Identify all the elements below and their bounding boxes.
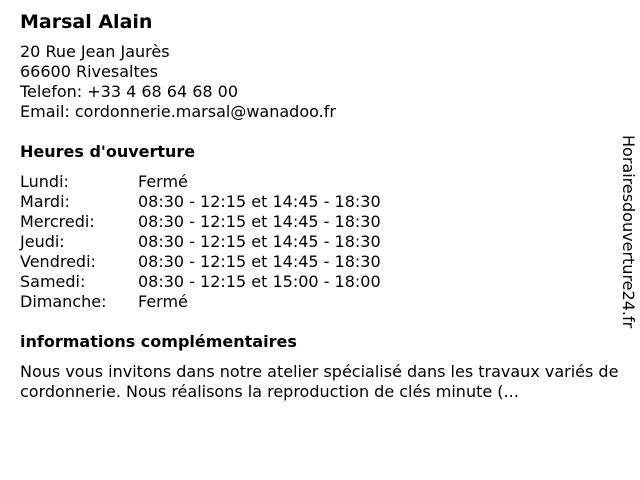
time-value: 08:30 - 12:15 et 14:45 - 18:30 — [138, 232, 381, 251]
hours-row-sunday — [20, 292, 616, 312]
contact-block — [20, 42, 616, 122]
address-street: 20 Rue Jean Jaurès — [20, 42, 170, 61]
hours-row-friday — [20, 252, 616, 272]
time-value: 08:30 - 12:15 et 14:45 - 18:30 — [138, 252, 381, 271]
phone-number: Telefon: +33 4 68 64 68 00 — [20, 82, 239, 101]
info-text: Nous vous invitons dans notre atelier spécialisé dans les travaux variés de cordonnerie. Nous réalisons la reproduction de clés minute (... — [20, 362, 619, 401]
info-title: informations complémentaires — [20, 332, 297, 351]
day-label: Vendredi: — [20, 252, 96, 271]
business-card — [20, 8, 619, 402]
hours-row-thursday — [20, 232, 616, 252]
time-value: Fermé — [138, 172, 188, 191]
day-label: Mardi: — [20, 192, 70, 211]
day-label: Lundi: — [20, 172, 69, 191]
hours-row-saturday — [20, 272, 616, 292]
hours-row-tuesday — [20, 192, 616, 212]
hours-row-wednesday — [20, 212, 616, 232]
day-label: Jeudi: — [20, 232, 65, 251]
business-name: Marsal Alain — [20, 11, 153, 33]
email-address: Email: cordonnerie.marsal@wanadoo.fr — [20, 102, 336, 121]
site-watermark: Horairesdouverture24.fr — [619, 135, 638, 329]
day-label: Mercredi: — [20, 212, 95, 231]
address-city: 66600 Rivesaltes — [20, 62, 158, 81]
time-value: Fermé — [138, 292, 188, 311]
time-value: 08:30 - 12:15 et 14:45 - 18:30 — [138, 212, 381, 231]
day-label: Samedi: — [20, 272, 86, 291]
time-value: 08:30 - 12:15 et 15:00 - 18:00 — [138, 272, 381, 291]
hours-table — [20, 172, 616, 312]
hours-title: Heures d'ouverture — [20, 142, 196, 161]
day-label: Dimanche: — [20, 292, 107, 311]
hours-row-monday — [20, 172, 616, 192]
time-value: 08:30 - 12:15 et 14:45 - 18:30 — [138, 192, 381, 211]
